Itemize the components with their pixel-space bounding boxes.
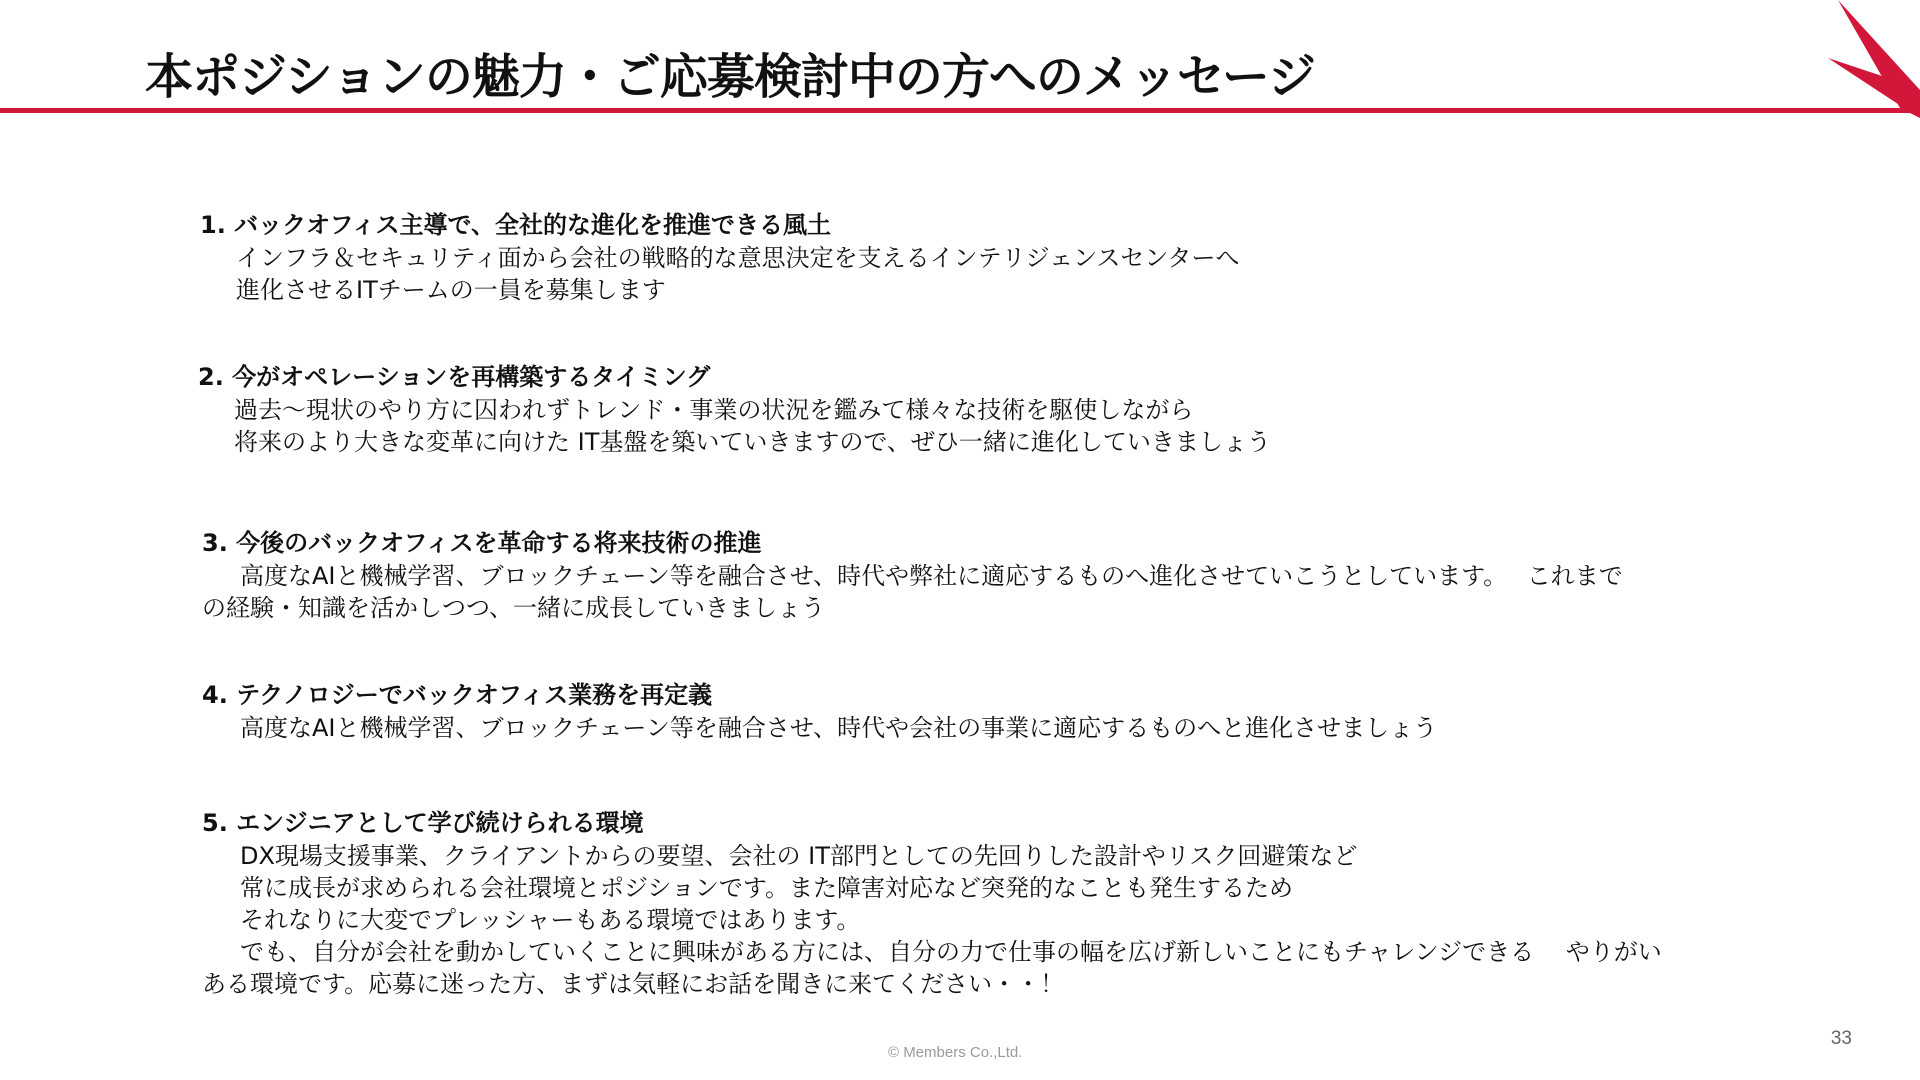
section-heading: 3. 今後のバックオフィスを革命する将来技術の推進 bbox=[202, 529, 762, 557]
message-section-3 bbox=[202, 526, 1623, 624]
message-section-2 bbox=[198, 360, 1271, 458]
section-line: でも、自分が会社を動かしていくことに興味がある方には、自分の力で仕事の幅を広げ新しいことにもチャレンジできる やりがい bbox=[240, 938, 1662, 966]
brand-corner-mark bbox=[1828, 0, 1920, 118]
section-line: DX現場支援事業、クライアントからの要望、会社の IT部門としての先回りした設計やリスク回避策など bbox=[240, 842, 1358, 870]
section-line: 常に成長が求められる会社環境とポジションです。また障害対応など突発的なことも発生するため bbox=[240, 874, 1293, 902]
section-line: 将来のより大きな変革に向けた IT基盤を築いていきますので、ぜひ一緒に進化していきましょう bbox=[234, 428, 1271, 456]
section-line: インフラ＆セキュリティ面から会社の戦略的な意思決定を支えるインテリジェンスセンターへ bbox=[236, 244, 1240, 272]
section-line: 過去～現状のやり方に囚われずトレンド・事業の状況を鑑みて様々な技術を駆使しながら bbox=[234, 396, 1194, 424]
section-line: それなりに大変でプレッシャーもある環境ではあります。 bbox=[240, 906, 861, 934]
page-number: 33 bbox=[1830, 1028, 1852, 1049]
title-underline bbox=[0, 108, 1920, 113]
copyright-notice: © Members Co.,Ltd. bbox=[888, 1044, 1023, 1061]
section-line: ある環境です。応募に迷った方、まずは気軽にお話を聞きに来てください・・！ bbox=[202, 970, 1065, 998]
section-line: 進化させるITチームの一員を募集します bbox=[236, 276, 666, 304]
section-line: 高度なAIと機械学習、ブロックチェーン等を融合させ、時代や会社の事業に適応するものへと進化させましょう bbox=[240, 714, 1438, 742]
message-section-1 bbox=[200, 208, 1239, 306]
section-line: 高度なAIと機械学習、ブロックチェーン等を融合させ、時代や弊社に適応するものへ進化させていこうとしています。 これまで bbox=[240, 562, 1623, 590]
section-heading: 1. バックオフィス主導で、全社的な進化を推進できる風土 bbox=[200, 211, 832, 239]
section-heading: 2. 今がオペレーションを再構築するタイミング bbox=[198, 363, 711, 391]
message-section-4 bbox=[202, 678, 1437, 744]
message-section-5 bbox=[202, 806, 1662, 1000]
section-heading: 4. テクノロジーでバックオフィス業務を再定義 bbox=[202, 681, 713, 709]
page-title: 本ポジションの魅力・ご応募検討中の方へのメッセージ bbox=[145, 49, 1315, 105]
section-heading: 5. エンジニアとして学び続けられる環境 bbox=[202, 809, 644, 837]
section-line: の経験・知識を活かしつつ、一緒に成長していきましょう bbox=[202, 594, 826, 622]
